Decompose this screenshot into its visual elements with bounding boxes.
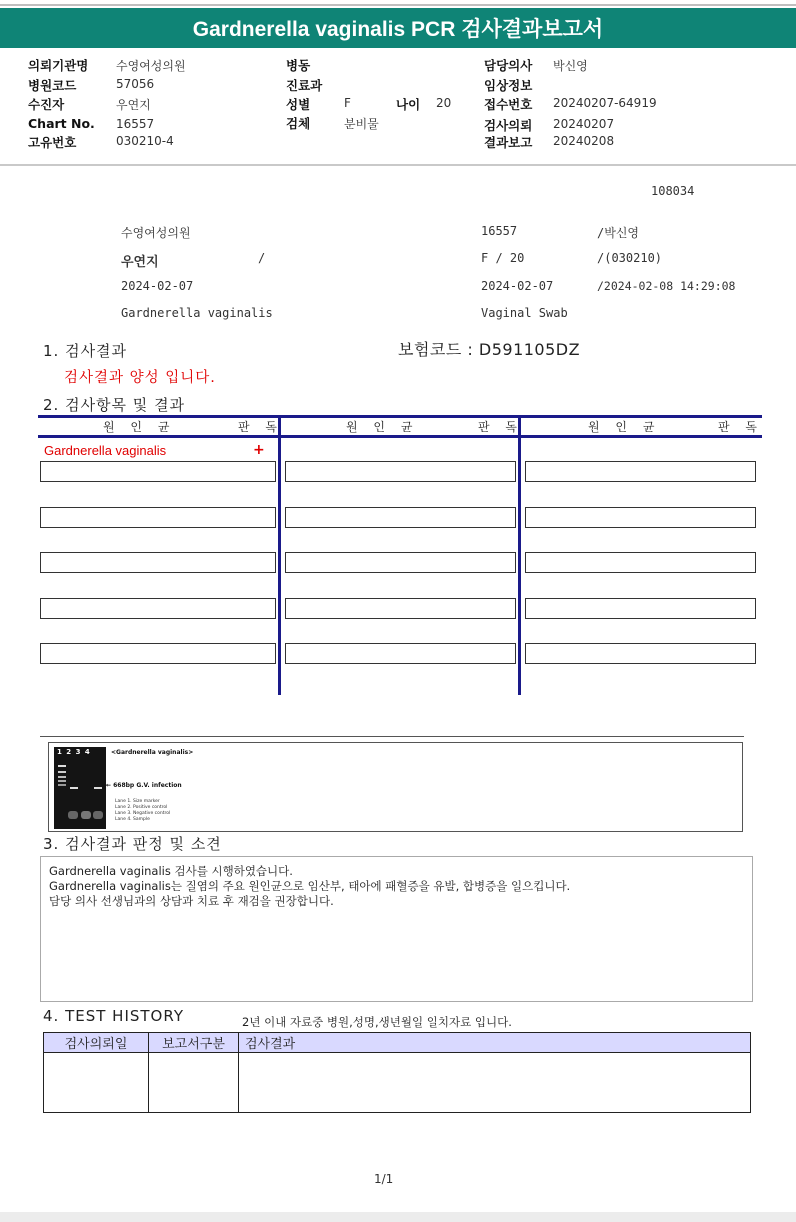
finding-line-2: Gardnerella vaginalis는 질염의 주요 원인균으로 임산부, 태아에 패혈증을 유발, 합병증을 일으킵니다.: [49, 879, 571, 893]
history-col-report-type: 보고서구분: [149, 1033, 239, 1053]
result-cell: [40, 643, 276, 664]
gel-rule: [40, 736, 744, 737]
positive-band: [70, 787, 78, 789]
gel-legend-2: Lane 2. Positive control: [115, 805, 168, 810]
info-slash: /: [258, 251, 266, 265]
age-value: 20: [436, 96, 452, 110]
col2-judge-header: 판 독: [478, 420, 523, 434]
bottom-bar: [0, 1212, 796, 1222]
specimen-label: 검체: [286, 116, 311, 131]
result-cell: [525, 598, 756, 619]
doctor-label: 담당의사: [484, 58, 533, 73]
col3-judge-header: 판 독: [718, 420, 763, 434]
request-date-value: 20240207: [553, 117, 615, 131]
result-cell: [40, 507, 276, 528]
age-label: 나이: [396, 97, 421, 112]
hospital-code-value: 57056: [116, 77, 155, 91]
unique-no-value: 030210-4: [116, 134, 174, 148]
history-cell: [149, 1053, 239, 1113]
info-date-report: /2024-02-08 14:29:08: [597, 279, 736, 293]
marker-band: [58, 771, 66, 773]
ward-label: 병동: [286, 58, 311, 73]
unique-no-label: 고유번호: [28, 135, 77, 150]
finding-line-1: Gardnerella vaginalis 검사를 시행하였습니다.: [49, 864, 293, 878]
result-cell: [285, 643, 516, 664]
hospital-name-value: 수영여성의원: [116, 59, 186, 73]
info-unique: /(030210): [597, 251, 663, 265]
gel-legend-4: Lane 4. Sample: [115, 817, 150, 822]
history-note: 2년 이내 자료중 병원,성명,생년월일 일치자료 입니다.: [242, 1015, 512, 1029]
result-positive-text: 검사결과 양성 입니다.: [64, 370, 216, 386]
header-divider: [0, 164, 796, 166]
dept-label: 진료과: [286, 78, 323, 93]
info-hospital: 수영여성의원: [121, 226, 191, 240]
receipt-no-label: 접수번호: [484, 97, 533, 112]
history-col-result: 검사결과: [239, 1033, 751, 1053]
result-cell: [40, 598, 276, 619]
result-cell: [285, 507, 516, 528]
patient-value: 우연지: [116, 98, 151, 112]
section3-title: 3. 검사결과 판정 및 소견: [43, 835, 222, 853]
col3-pathogen-header: 원 인 균: [588, 420, 661, 434]
gel-band-label: ← 668bp G.V. infection: [106, 782, 182, 789]
organism-result: +: [253, 442, 265, 458]
result-cell: [285, 552, 516, 573]
info-chart-no: 16557: [481, 224, 518, 238]
hospital-name-label: 의뢰기관명: [28, 58, 89, 73]
info-patient: 우연지: [121, 255, 159, 270]
history-cell: [239, 1053, 751, 1113]
marker-band: [58, 780, 66, 782]
result-cell: [525, 552, 756, 573]
sample-band: [94, 787, 102, 789]
marker-band: [58, 784, 66, 786]
grid-divider-1: [278, 415, 281, 695]
result-cell: [525, 643, 756, 664]
organism-gardnerella: Gardnerella vaginalis: [44, 443, 167, 458]
marker-band: [58, 776, 66, 778]
primer-smear: [68, 811, 78, 819]
info-test-name: Gardnerella vaginalis: [121, 306, 273, 320]
hospital-code-label: 병원코드: [28, 78, 77, 93]
grid-divider-2: [518, 415, 521, 695]
clinical-info-label: 임상정보: [484, 78, 533, 93]
grid-head-rule: [38, 435, 762, 438]
section4-title: 4. TEST HISTORY: [43, 1007, 184, 1025]
result-cell: [40, 552, 276, 573]
finding-line-3: 담당 의사 선생님과의 상담과 치료 후 재검을 권장합니다.: [49, 894, 334, 908]
result-cell: [285, 461, 516, 482]
info-sex-age: F / 20: [481, 251, 525, 265]
section2-title: 2. 검사항목 및 결과: [43, 396, 186, 414]
top-border: [0, 4, 796, 6]
report-number: 108034: [651, 184, 695, 198]
request-date-label: 검사의뢰: [484, 118, 533, 133]
report-date-value: 20240208: [553, 134, 615, 148]
result-cell: [285, 598, 516, 619]
gel-legend-1: Lane 1. Size marker: [115, 799, 160, 804]
sex-label: 성별: [286, 97, 311, 112]
info-date-request: 2024-02-07: [121, 279, 194, 293]
chart-no-value: 16557: [116, 117, 155, 131]
doctor-value: 박신영: [553, 59, 588, 73]
history-col-request-date: 검사의뢰일: [44, 1033, 149, 1053]
gel-heading: <Gardnerella vaginalis>: [111, 749, 194, 756]
marker-band: [58, 765, 66, 767]
primer-smear: [93, 811, 103, 819]
receipt-no-value: 20240207-64919: [553, 96, 657, 110]
insurance-code: 보험코드 : D591105DZ: [398, 340, 581, 359]
info-specimen: Vaginal Swab: [481, 306, 568, 320]
col1-pathogen-header: 원 인 균: [103, 420, 176, 434]
report-title: Gardnerella vaginalis PCR 검사결과보고서: [0, 8, 796, 48]
gel-lane-numbers: 1 2 3 4: [57, 748, 91, 756]
col1-judge-header: 판 독: [238, 420, 283, 434]
specimen-value: 분비물: [344, 117, 379, 131]
gel-legend-3: Lane 3. Negative control: [115, 811, 171, 816]
primer-smear: [81, 811, 91, 819]
sex-value: F: [344, 96, 351, 110]
report-date-label: 결과보고: [484, 135, 533, 150]
history-empty-row: [44, 1053, 751, 1113]
result-cell: [525, 461, 756, 482]
result-cell: [40, 461, 276, 482]
section1-title: 1. 검사결과: [43, 342, 128, 360]
result-cell: [525, 507, 756, 528]
col2-pathogen-header: 원 인 균: [346, 420, 419, 434]
gel-image-panel: [48, 742, 743, 832]
gel-electrophoresis-image: [54, 747, 106, 829]
info-doctor: /박신영: [597, 226, 640, 240]
chart-no-label: Chart No.: [28, 116, 95, 131]
page-number: 1/1: [374, 1172, 394, 1186]
info-date-receipt: 2024-02-07: [481, 279, 554, 293]
patient-label: 수진자: [28, 97, 65, 112]
history-cell: [44, 1053, 149, 1113]
history-table: [43, 1032, 751, 1113]
history-header-row: [44, 1033, 751, 1053]
